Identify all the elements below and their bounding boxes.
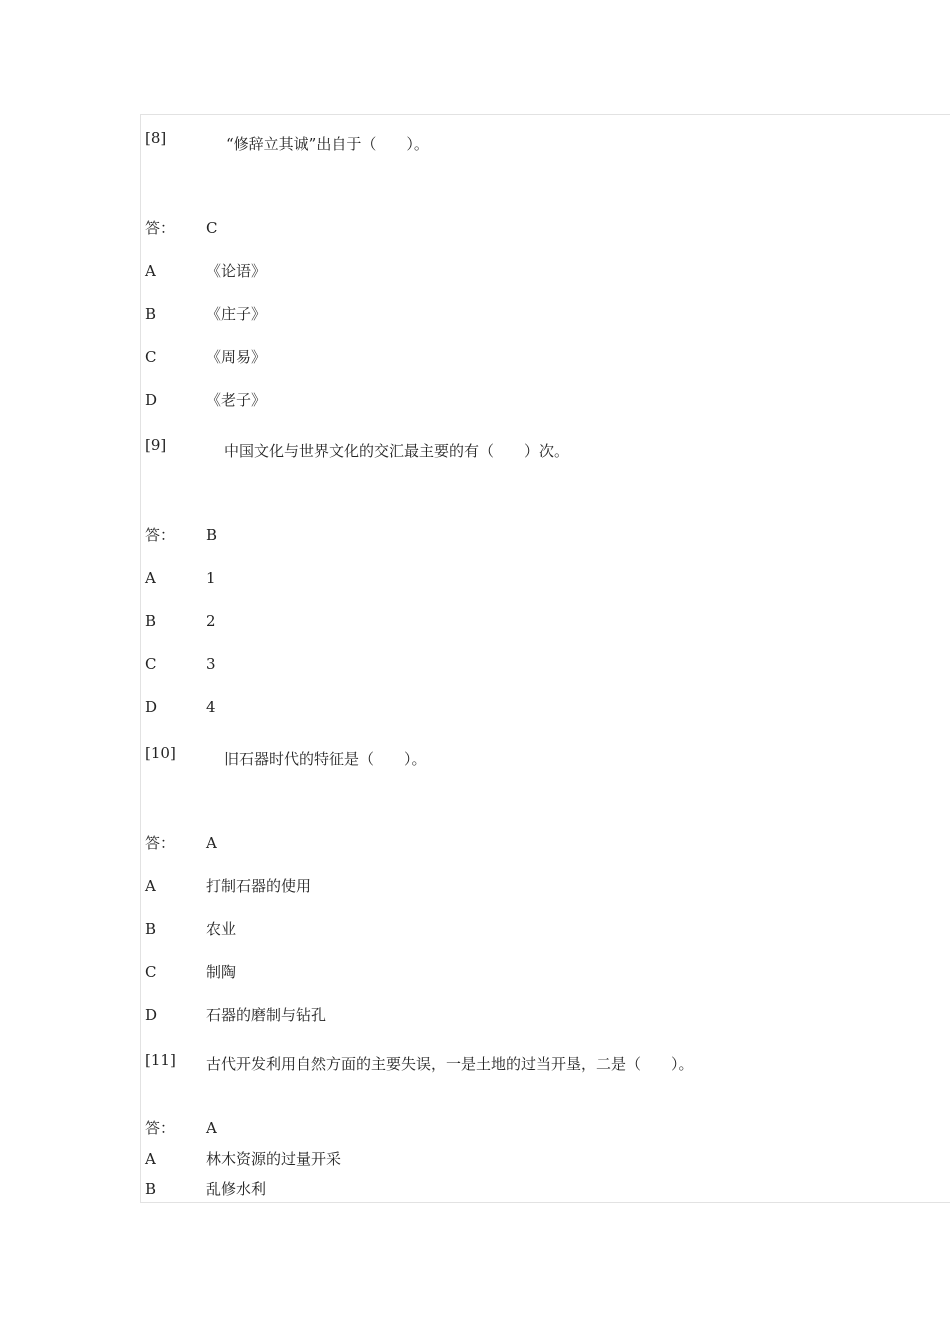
- option-letter: A: [145, 1150, 156, 1168]
- option-letter: A: [145, 262, 156, 280]
- question-number: [10]: [145, 744, 176, 762]
- answer-label: 答：: [145, 219, 176, 237]
- option-text: 林木资源的过量开采: [206, 1150, 342, 1168]
- option-letter: D: [145, 391, 158, 409]
- option-letter: C: [145, 348, 157, 366]
- question-number: [9]: [145, 436, 167, 454]
- answer-label: 答：: [145, 1119, 176, 1137]
- question-text: 古代开发利用自然方面的主要失误，一是土地的过当开垦，二是（ ）。: [206, 1055, 694, 1073]
- answer-value: B: [206, 526, 218, 544]
- option-text: 农业: [206, 920, 237, 938]
- option-letter: B: [145, 305, 157, 323]
- option-letter: D: [145, 698, 158, 716]
- answer-value: C: [206, 219, 218, 237]
- answer-label: 答：: [145, 526, 176, 544]
- option-text: 打制石器的使用: [206, 877, 312, 895]
- option-letter: B: [145, 1180, 157, 1198]
- option-text: 4: [206, 698, 216, 716]
- option-letter: C: [145, 655, 157, 673]
- question-number: [11]: [145, 1051, 176, 1069]
- option-letter: A: [145, 569, 156, 587]
- option-letter: D: [145, 1006, 158, 1024]
- question-number: [8]: [145, 129, 167, 147]
- option-text: 《老子》: [206, 391, 267, 409]
- answer-value: A: [206, 1119, 217, 1137]
- question-text: 旧石器时代的特征是（ ）。: [224, 750, 427, 768]
- option-text: 3: [206, 655, 216, 673]
- option-text: 1: [206, 569, 216, 587]
- option-letter: B: [145, 612, 157, 630]
- option-text: 《论语》: [206, 262, 267, 280]
- option-text: 2: [206, 612, 216, 630]
- option-text: 制陶: [206, 963, 237, 981]
- question-text: 中国文化与世界文化的交汇最主要的有（ ）次。: [224, 442, 570, 460]
- option-text: 乱修水利: [206, 1180, 267, 1198]
- answer-value: A: [206, 834, 217, 852]
- option-letter: B: [145, 920, 157, 938]
- option-letter: A: [145, 877, 156, 895]
- option-text: 石器的磨制与钻孔: [206, 1006, 327, 1024]
- option-letter: C: [145, 963, 157, 981]
- option-text: 《周易》: [206, 348, 267, 366]
- option-text: 《庄子》: [206, 305, 267, 323]
- answer-label: 答：: [145, 834, 176, 852]
- question-text: “修辞立其诚”出自于（ ）。: [226, 135, 429, 153]
